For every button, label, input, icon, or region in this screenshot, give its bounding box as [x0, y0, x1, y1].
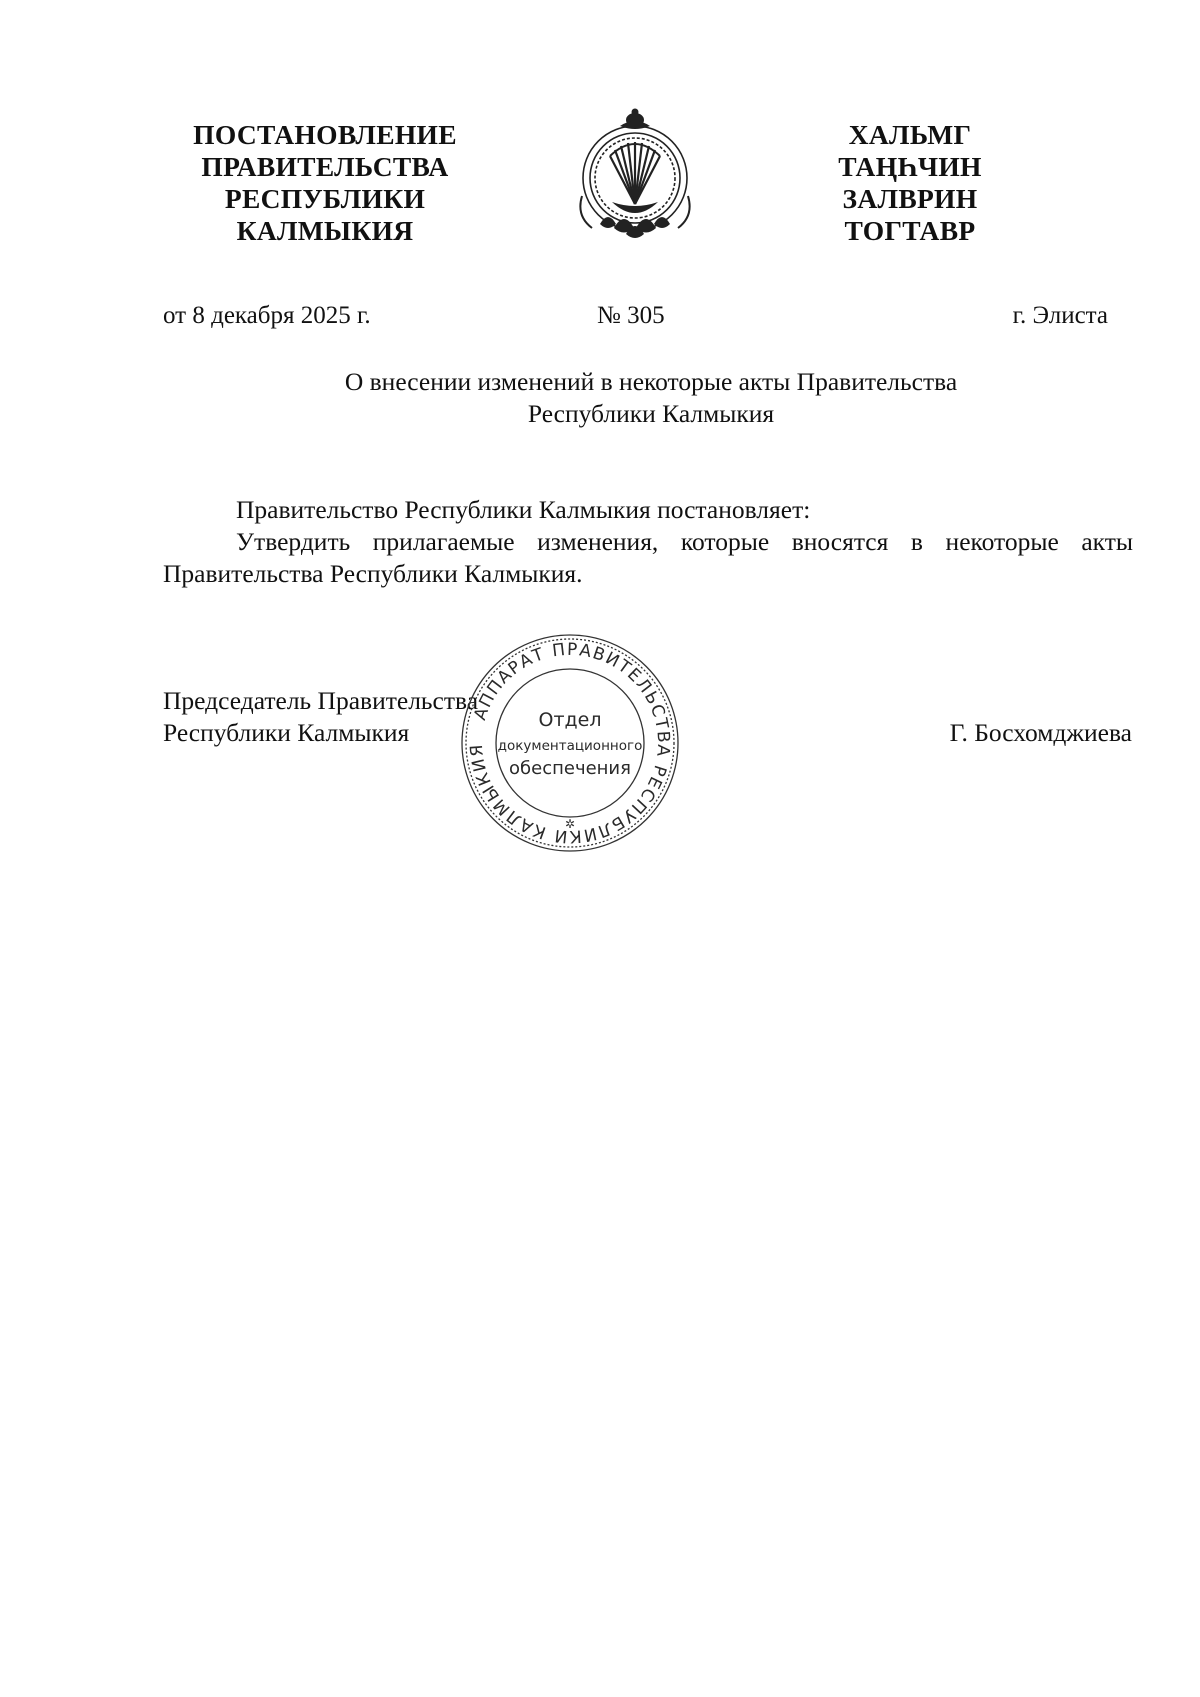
- document-date: от 8 декабря 2025 г.: [163, 302, 371, 329]
- stamp-ring-textpath: АППАРАТ ПРАВИТЕЛЬСТВА РЕСПУБЛИКИ КАЛМЫКИЯ: [466, 639, 674, 847]
- document-title-line-2: Республики Калмыкия: [527, 399, 775, 428]
- stamp-center-line-3: обеспечения: [509, 758, 631, 779]
- signatory-role-line-2: Республики Калмыкия: [163, 718, 410, 747]
- document-title: [150, 366, 1152, 430]
- body-paragraph: Утвердить прилагаемые изменения, которые вносятся в некоторые акты Правительства Республики Калмыкия.: [163, 527, 1133, 588]
- document-title-line-1: О внесении изменений в некоторые акты Правительства: [344, 367, 958, 396]
- document-number: № 305: [597, 302, 665, 329]
- document-type-title-xal: ХАЛЬМГ ТАҢҺЧИН ЗАЛВРИН ТОГТАВР: [838, 119, 982, 246]
- stamp-center-line-1: Отдел: [538, 709, 602, 731]
- document-city: г. Элиста: [1012, 302, 1108, 329]
- kalmykia-coat-of-arms-icon: [570, 106, 700, 256]
- official-stamp: [455, 628, 685, 858]
- signatory-role: [163, 685, 478, 749]
- document-type-title-ru: ПОСТАНОВЛЕНИЕ ПРАВИТЕЛЬСТВА РЕСПУБЛИКИ КАЛМЫКИЯ: [193, 119, 457, 246]
- signatory-name: Г. Босхомджиева: [949, 718, 1132, 747]
- stamp-center-line-2: документационного: [497, 738, 643, 754]
- signatory-role-line-1: Председатель Правительства: [163, 686, 479, 715]
- body-intro: Правительство Республики Калмыкия постановляет:: [236, 495, 811, 524]
- stamp-star-icon: ✲: [564, 817, 576, 831]
